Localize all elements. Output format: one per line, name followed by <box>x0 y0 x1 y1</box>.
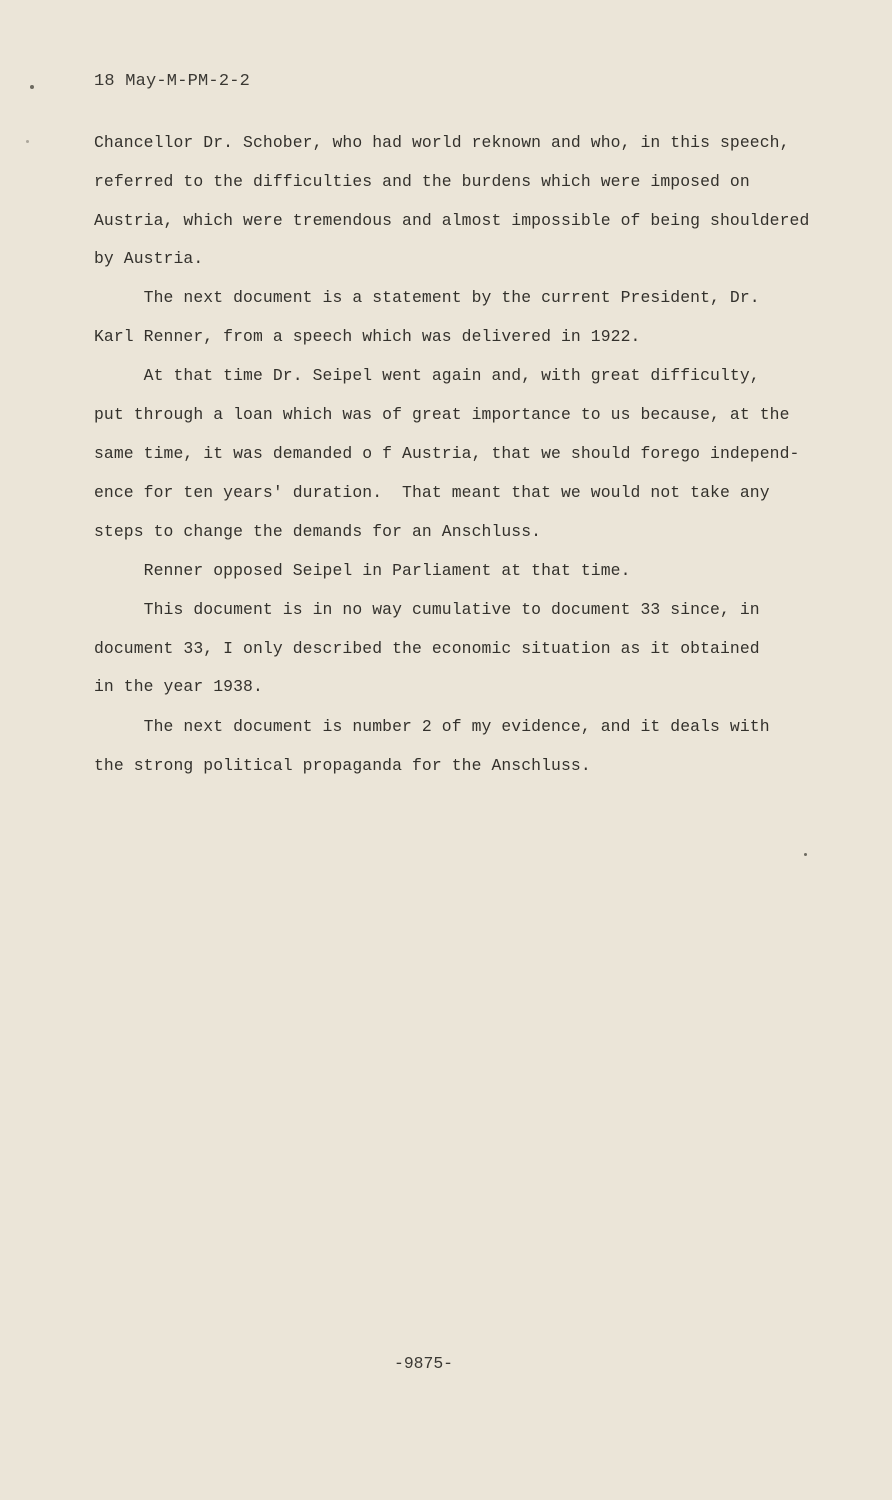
text-line: Renner opposed Seipel in Parliament at that time. <box>94 561 631 580</box>
paper-speck <box>804 853 807 856</box>
text-line: At that time Dr. Seipel went again and, with great difficulty, <box>94 366 760 385</box>
text-line: Karl Renner, from a speech which was delivered in 1922. <box>94 327 641 346</box>
margin-mark <box>26 140 29 143</box>
text-line: referred to the difficulties and the burdens which were imposed on <box>94 172 750 191</box>
page-number: -9875- <box>394 1354 454 1373</box>
text-line: Chancellor Dr. Schober, who had world reknown and who, in this speech, <box>94 133 790 152</box>
margin-mark <box>30 85 34 89</box>
text-line: The next document is a statement by the current President, Dr. <box>94 288 760 307</box>
text-line: put through a loan which was of great importance to us because, at the <box>94 405 790 424</box>
page-reference: 18 May-M-PM-2-2 <box>94 72 251 91</box>
text-line: This document is in no way cumulative to document 33 since, in <box>94 600 760 619</box>
text-line: same time, it was demanded o f Austria, that we should forego independ- <box>94 444 800 463</box>
text-line: the strong political propaganda for the Anschluss. <box>94 756 591 775</box>
text-line: The next document is number 2 of my evidence, and it deals with <box>94 717 770 736</box>
text-line: document 33, I only described the economic situation as it obtained <box>94 639 760 658</box>
text-line: Austria, which were tremendous and almost impossible of being shouldered <box>94 211 810 230</box>
text-line: steps to change the demands for an Anschluss. <box>94 522 542 541</box>
text-line: in the year 1938. <box>94 677 263 696</box>
text-line: by Austria. <box>94 249 204 268</box>
text-line: ence for ten years' duration. That meant that we would not take any <box>94 483 770 502</box>
